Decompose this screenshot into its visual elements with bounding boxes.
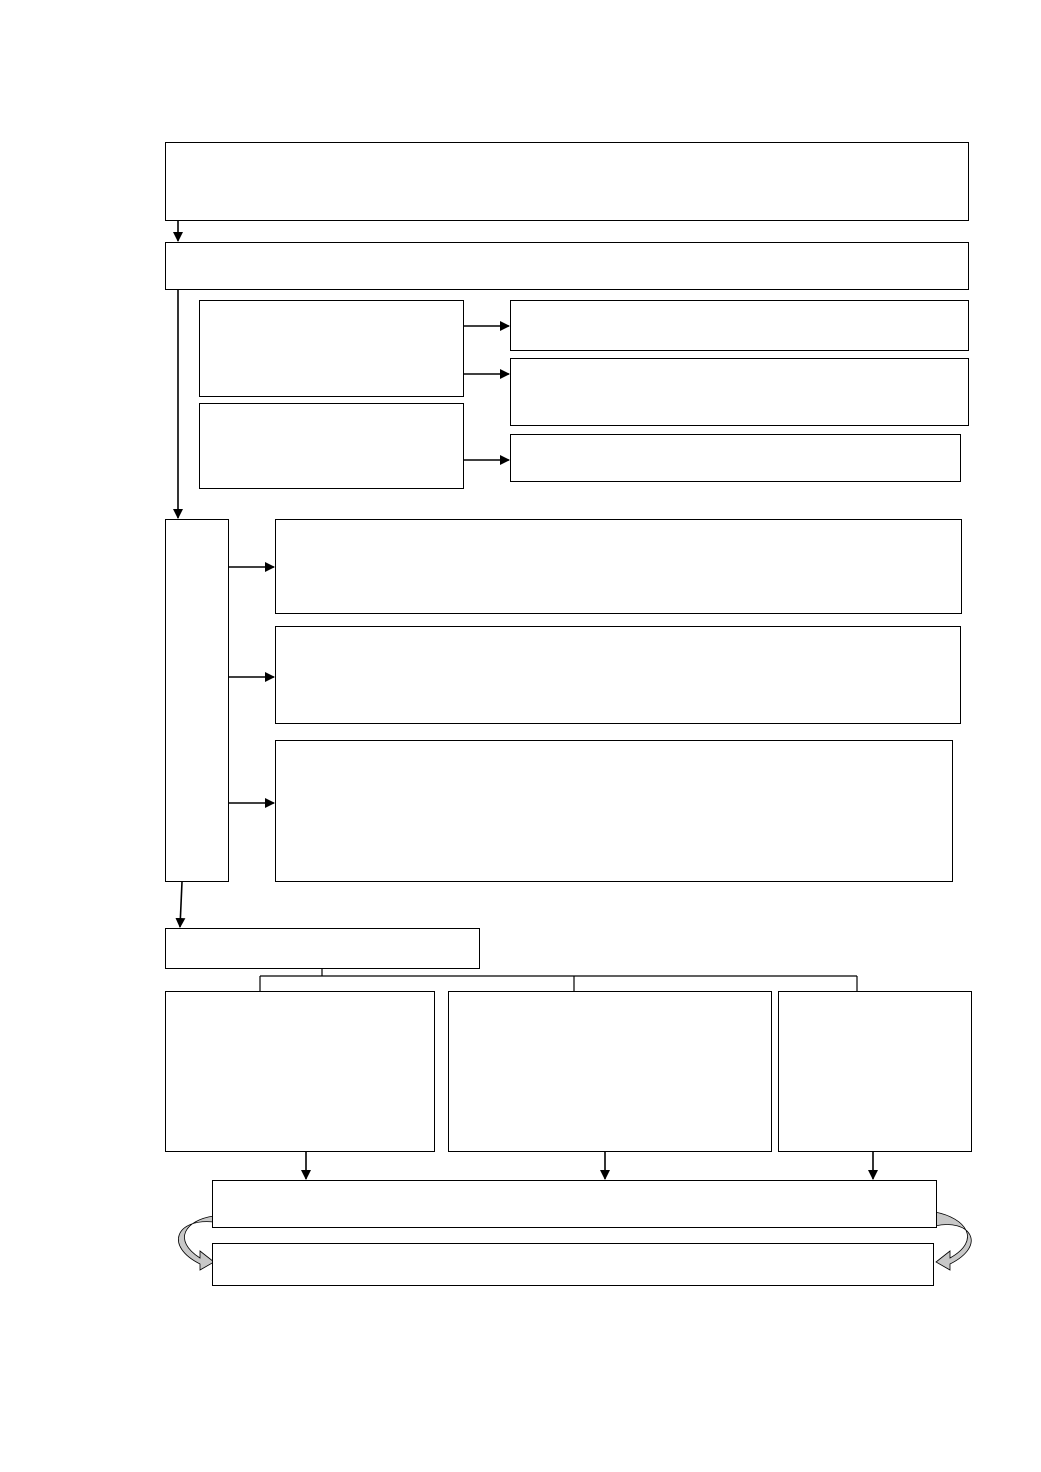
tall-left-box bbox=[165, 519, 229, 882]
final-box-1 bbox=[212, 1180, 937, 1228]
final-box-2 bbox=[212, 1243, 934, 1286]
right-box-3 bbox=[510, 434, 961, 482]
right-box-2 bbox=[510, 358, 969, 426]
bottom-column-3 bbox=[778, 991, 972, 1152]
top-box bbox=[165, 142, 969, 221]
small-box bbox=[165, 928, 480, 969]
wide-box-3 bbox=[275, 740, 953, 882]
bottom-column-1 bbox=[165, 991, 435, 1152]
wide-box-1 bbox=[275, 519, 962, 614]
wide-box-2 bbox=[275, 626, 961, 724]
second-box bbox=[165, 242, 969, 290]
arrow-tall-to-small bbox=[180, 882, 182, 927]
bottom-column-2 bbox=[448, 991, 772, 1152]
left-mid-box-2 bbox=[199, 403, 464, 489]
branch-bracket bbox=[260, 969, 857, 991]
left-mid-box-1 bbox=[199, 300, 464, 397]
right-box-1 bbox=[510, 300, 969, 351]
curved-arrow-left bbox=[178, 1216, 214, 1270]
curved-arrow-right bbox=[935, 1212, 971, 1270]
